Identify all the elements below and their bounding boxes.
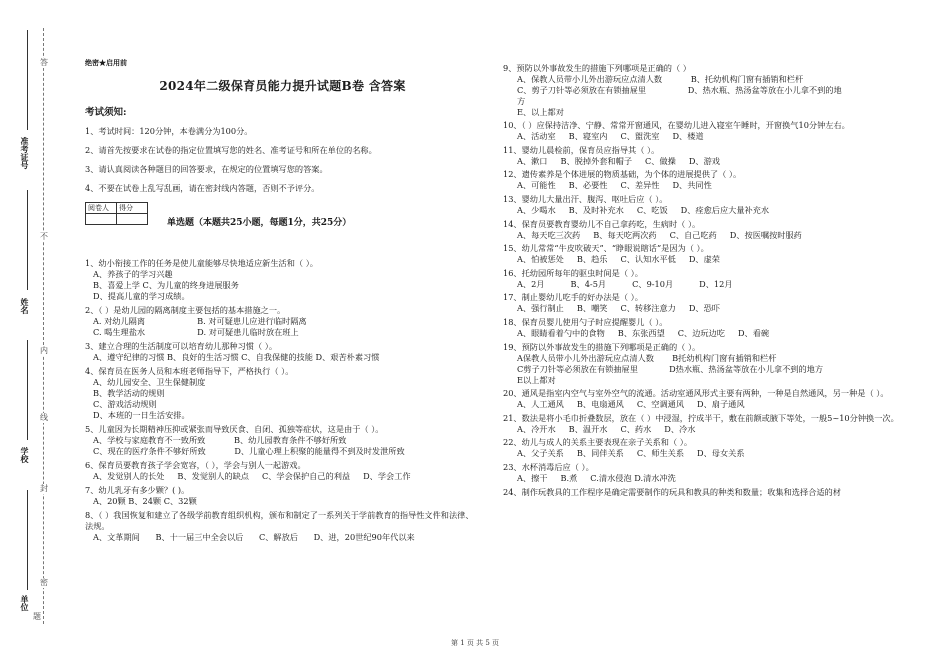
question-options: A、学校与家庭教育不一致所致 B、幼儿园教育条件不够好所致 [93, 435, 347, 445]
question-stem: 3、建立合理的生活制度可以培育幼儿那种习惯（ ）。 [85, 341, 278, 351]
school-label: 学校 [20, 447, 30, 463]
seal-char: 内 [40, 346, 48, 355]
question-options: A、保教人员带小儿外出游玩应点清人数 B、托幼机构门窗有插销和栏杆 [517, 73, 804, 84]
question-stem: 16、托幼园所每年的驱虫时间是（ ）。 [503, 267, 643, 278]
question-stem: 21、数法是将小毛巾折叠数层，放在（ ）中浸湿，拧成半干，敷在前额或腋下等处，一般5~10分钟换一次。 [503, 412, 899, 423]
notice-item: 3、请认真阅读各种题目的回答要求，在规定的位置填写您的答案。 [85, 164, 328, 174]
question-options: E、以上都对 [517, 106, 564, 117]
question-stem: 4、保育员在医务人员和本班老师指导下，严格执行（ ）。 [85, 366, 294, 376]
question-stem: 17、制止婴幼儿吃手的好办法是（ ）。 [503, 292, 643, 303]
question-item [503, 342, 928, 386]
question-list-left [85, 258, 480, 543]
question-options: A、发觉别人的长处 B、发觉别人的缺点 C、学会保护自己的利益 D、学会工作 [93, 471, 411, 481]
question-item [503, 268, 928, 290]
question-item [503, 194, 928, 216]
question-stem: 11、婴幼儿晨检前，保育员应指导其（ ）。 [503, 144, 660, 155]
name-label: 姓名 [20, 298, 30, 314]
question-stem: 7、幼儿乳牙有多少颗？( )。 [85, 485, 190, 495]
confidential-mark: 绝密★启用前 [85, 58, 127, 67]
question-options: A、强行制止 B、嘲笑 C、转移注意力 D、恐吓 [517, 303, 720, 314]
question-item [85, 510, 480, 543]
question-item [503, 388, 928, 410]
question-item [85, 258, 480, 302]
notice-item: 1、考试时间：120分钟，本卷满分为100分。 [85, 126, 253, 136]
question-options: A、人工通风 B、电扇通风 C、空调通风 D、扇子通风 [517, 399, 745, 410]
question-item [503, 462, 928, 484]
question-options: B、喜爱上学 C、为儿童的终身进展服务 [93, 280, 239, 290]
unit-label: 单位 [20, 595, 30, 611]
reviewer-cell: 阅卷人 [86, 203, 117, 214]
question-list-right [503, 63, 928, 498]
question-item [503, 487, 928, 498]
question-item [503, 317, 928, 339]
question-options: A、文革期间 B、十一届三中全会以后 C、解放后 D、进，20世纪90年代以来 [93, 532, 415, 542]
question-item [85, 366, 480, 421]
question-options: A、冷开水 B、温开水 C、药水 D、冷水 [517, 423, 696, 434]
question-stem: 20、通风是指室内空气与室外空气的流通。活动室通风形式主要有两种，一种是自然通风，另一种是（ ）。 [503, 388, 889, 399]
binding-margin [0, 0, 60, 671]
question-item [85, 424, 480, 457]
question-options: A. 对幼儿隔离 B. 对可疑患儿应进行临时隔离 [93, 316, 307, 326]
question-options: A、少喝水 B、及时补充水 C、吃饭 D、痊愈后应大量补充水 [517, 204, 770, 215]
question-stem: 22、幼儿与成人的关系主要表现在亲子关系和（ ）。 [503, 437, 693, 448]
reviewer-blank[interactable] [86, 214, 117, 225]
question-stem: 19、预防以外事故发生的措施下列哪项是正确的（ ）。 [503, 341, 701, 352]
question-options: A、活动室 B、寝室内 C、盥洗室 D、楼道 [517, 131, 704, 142]
question-item [503, 169, 928, 191]
question-item [503, 219, 928, 241]
question-options: A、幼儿园安全、卫生保健制度 [93, 377, 206, 387]
question-stem: 10、（ ）应保持洁净、宁静、常常开窗通风，在婴幼儿进入寝室午睡时，开窗换气10分钟左右。 [503, 120, 850, 131]
question-options: A、20颗 B、24颗 C、32颗 [93, 496, 197, 506]
seal-line [43, 28, 44, 624]
seal-char: 答 [40, 58, 48, 67]
question-item [503, 120, 928, 142]
question-options: A、遵守纪律的习惯 B、良好的生活习惯 C、自我保健的技能 D、艰苦朴素习惯 [93, 352, 380, 362]
page-footer: 第 1 页 共 5 页 [450, 639, 500, 647]
question-item [85, 305, 480, 338]
question-item [503, 437, 928, 459]
question-stem: 5、儿童因为长期精神压抑或紧张而导致厌食、自闭、孤独等症状，这是由于（ ）。 [85, 424, 384, 434]
score-table [85, 202, 148, 225]
exam-number-label: 准考证号 [20, 137, 30, 169]
question-options: A、每天吃三次药 B、每天吃两次药 C、自己吃药 D、按医嘱按时服药 [517, 229, 802, 240]
notice-heading: 考试须知: [85, 107, 127, 118]
question-stem: 13、婴幼儿大量出汗、腹泻、呕吐后应（ ）。 [503, 193, 668, 204]
section-title: 单选题（本题共25小题，每题1分，共25分） [167, 218, 352, 228]
question-options: C剪子刀针等必须放在有锁抽屉里 D热水瓶、热汤盆等放在小儿拿不到的地方 [517, 363, 824, 374]
question-stem: 24、制作玩教具的工作程序是确定需要制作的玩具和教具的种类和数量；收集和选择合适的材 [503, 486, 841, 497]
question-item [85, 460, 480, 482]
question-options: A、可能性 B、必要性 C、差异性 D、共同性 [517, 180, 712, 191]
fill-line [27, 190, 28, 290]
question-options: A、父子关系 B、同伴关系 C、师生关系 D、母女关系 [517, 448, 745, 459]
question-options: B、教学活动的规则 [93, 388, 165, 398]
question-options: C、现在的医疗条件不够好所致 D、儿童心理上积聚的能量得不到及时发泄所致 [93, 446, 405, 456]
question-stem: 2、（ ）是幼儿园的隔离制度主要包括的基本措施之一。 [85, 305, 286, 315]
fill-line [27, 490, 28, 590]
question-stem: 23、水杯消毒后应（ ）。 [503, 461, 594, 472]
score-cell: 得分 [117, 203, 148, 214]
score-blank[interactable] [117, 214, 148, 225]
question-options: A、漱口 B、脱掉外套和帽子 C、做操 D、游戏 [517, 155, 720, 166]
question-item [85, 341, 480, 363]
question-options: A、养孩子的学习兴趣 [93, 269, 173, 279]
seal-char: 线 [40, 413, 48, 422]
right-column [503, 60, 928, 498]
question-item [503, 413, 928, 435]
question-stem: 1、幼小衔接工作的任务是使儿童能够尽快地适应新生活和（ ）。 [85, 258, 318, 268]
page-title: 2024年二级保育员能力提升试题B卷 含答案 [159, 79, 406, 93]
question-item [85, 485, 480, 507]
question-stem: 15、幼儿常常“牛皮吹破天”、“睁眼说瞎话”是因为（ ）。 [503, 243, 709, 254]
question-stem: 8、（ ）我国恢复和建立了各级学前教育组织机构，颁布和制定了一系列关于学前教育的指导性文件和法律、法规。 [85, 510, 474, 531]
score-section [85, 202, 480, 240]
seal-char: 封 [40, 484, 48, 493]
notice-item: 4、不要在试卷上乱写乱画，请在密封线内答题，否则不予评分。 [85, 183, 320, 193]
question-options: D、本班的一日生活安排。 [93, 410, 190, 420]
question-options: E以上都对 [517, 374, 556, 385]
seal-char: 密 [40, 578, 48, 587]
question-options: C、游戏活动规则 [93, 399, 157, 409]
seal-char: 不 [40, 232, 48, 241]
left-column [85, 52, 480, 543]
fill-line [27, 340, 28, 440]
content-columns [85, 52, 930, 632]
question-options: A、2月 B、4-5月 C、9-10月 D、12月 [517, 278, 733, 289]
question-options: C、剪子刀针等必须放在有锁抽屉里 D、热水瓶、热汤盆等放在小儿拿不到的地 [517, 84, 842, 95]
fill-line [27, 30, 28, 130]
question-options: A、怕被惩处 B、趋乐 C、认知水平低 D、虚荣 [517, 254, 720, 265]
question-stem: 12、遗传素养是个体进展的物质基础，为个体的进展提供了（ ）。 [503, 169, 742, 180]
question-stem: 6、保育员要教育孩子学会宽容，（ ），学会与别人一起游戏。 [85, 460, 306, 470]
question-stem: 18、保育员婴儿使用勺子时应提醒婴儿（ ）。 [503, 316, 668, 327]
question-item [503, 63, 928, 118]
question-options: A、眼睛看着勺中的食物 B、东张西望 C、边玩边吃 D、看碗 [517, 327, 770, 338]
question-options: 方 [517, 95, 526, 106]
question-item [503, 292, 928, 314]
seal-char: 题 [33, 612, 41, 621]
question-stem: 9、预防以外事故发生的措施下列哪项是正确的（ ） [503, 62, 691, 73]
question-options: A保教人员带小儿外出游玩应点清人数 B托幼机构门窗有插销和栏杆 [517, 352, 777, 363]
question-options: D、提高儿童的学习成绩。 [93, 291, 190, 301]
question-options: A、擦干 B.煮 C.清水侵泡 D.清水冲洗 [517, 472, 676, 483]
notice-item: 2、请首先按要求在试卷的指定位置填写您的姓名、准考证号和所在单位的名称。 [85, 145, 377, 155]
question-options: C. 喝生理盐水 D. 对可疑患儿临时放在班上 [93, 327, 299, 337]
question-stem: 14、保育员要教育婴幼儿不自己拿药吃，生病时（ ）。 [503, 218, 701, 229]
question-item [503, 145, 928, 167]
question-item [503, 243, 928, 265]
